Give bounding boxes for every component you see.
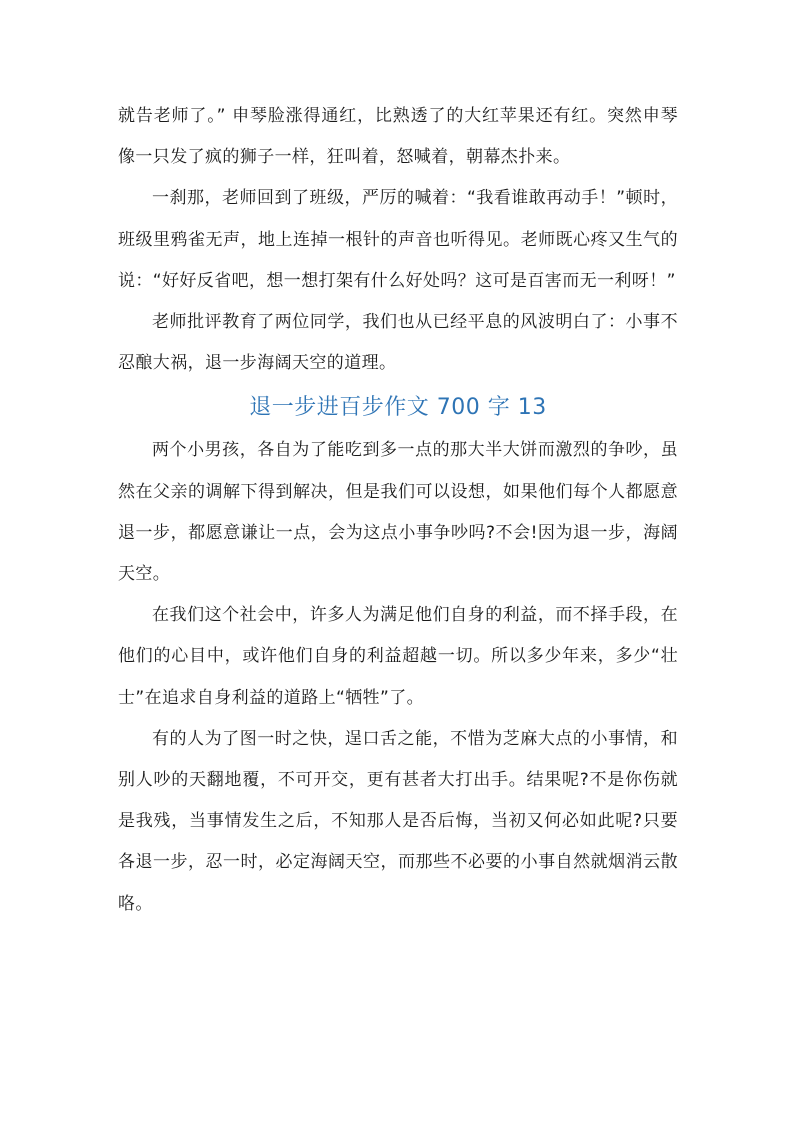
- paragraph: 有的人为了图一时之快，逞口舌之能，不惜为芝麻大点的小事情，和别人吵的天翻地覆，不可开交，更有甚者大打出手。结果呢?不是你伤就是我残，当事情发生之后，不知那人是否后悔，当初又何必如此呢?只要各退一步，忍一时，必定海阔天空，而那些不必要的小事自然就烟消云散咯。: [118, 728, 678, 914]
- paragraph: 一刹那，老师回到了班级，严厉的喊着：“我看谁敢再动手！”顿时，班级里鸦雀无声，地上连掉一根针的声音也听得见。老师既心疼又生气的说：“好好反省吧，想一想打架有什么好处吗？这可是百害而无一利呀！”: [118, 188, 678, 291]
- document-page: [118, 96, 678, 925]
- paragraph: 老师批评教育了两位同学，我们也从已经平息的风波明白了：小事不忍酿大祸，退一步海阔天空的道理。: [118, 312, 678, 374]
- paragraph: 两个小男孩，各自为了能吃到多一点的那大半大饼而激烈的争吵，虽然在父亲的调解下得到解决，但是我们可以设想，如果他们每个人都愿意退一步，都愿意谦让一点，会为这点小事争吵吗?不会!因为退一步，海阔天空。: [118, 440, 678, 585]
- paragraph: 就告老师了。” 申琴脸涨得通红，比熟透了的大红苹果还有红。突然申琴像一只发了疯的狮子一样，狂叫着，怒喊着，朝幕杰扑来。: [118, 106, 678, 168]
- paragraph: 在我们这个社会中，许多人为满足他们自身的利益，而不择手段，在他们的心目中，或许他们自身的利益超越一切。所以多少年来，多少“壮士”在追求自身利益的道路上“牺牲”了。: [118, 605, 678, 708]
- section-heading: 退一步进百步作文 700 字 13: [249, 395, 547, 421]
